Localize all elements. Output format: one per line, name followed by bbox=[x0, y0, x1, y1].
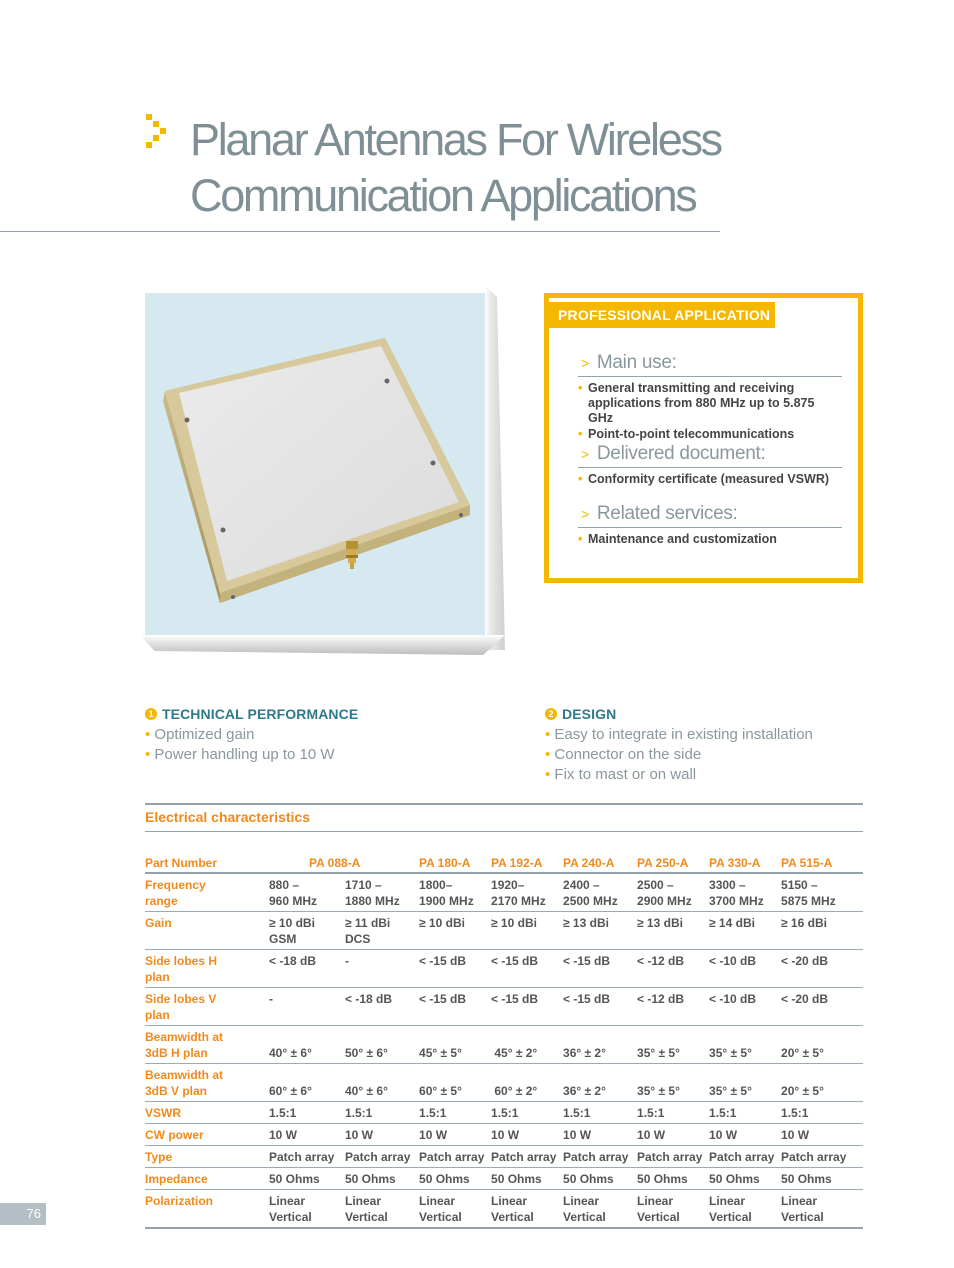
electrical-title-rule bbox=[145, 831, 863, 832]
screw-icon bbox=[431, 461, 436, 466]
table-cell bbox=[419, 950, 491, 988]
row-label: CW power bbox=[145, 1124, 269, 1146]
table-cell bbox=[709, 1168, 781, 1190]
cell-line: ≥ 13 dBi bbox=[563, 916, 609, 930]
table-cell bbox=[491, 950, 563, 988]
cell-line: ≥ 16 dBi bbox=[781, 916, 827, 930]
table-cell bbox=[419, 1190, 491, 1229]
cell-line: 5150 – bbox=[781, 878, 818, 892]
table-cell bbox=[709, 1124, 781, 1146]
cell-line: 1900 MHz bbox=[419, 894, 474, 908]
table-cell bbox=[419, 1124, 491, 1146]
cell-line: 36° ± 2° bbox=[563, 1084, 606, 1098]
table-cell bbox=[781, 1026, 863, 1064]
cell-line: 35° ± 5° bbox=[637, 1046, 680, 1060]
page-title-line-1: Planar Antennas For Wireless bbox=[190, 114, 721, 165]
main-use-section bbox=[578, 352, 842, 442]
cell-line: Patch array bbox=[781, 1150, 847, 1164]
table-cell bbox=[345, 1124, 419, 1146]
screw-icon bbox=[459, 513, 463, 517]
cell-line: < -10 dB bbox=[709, 954, 757, 968]
cell-line: Vertical bbox=[419, 1210, 462, 1224]
table-row bbox=[145, 1102, 863, 1124]
number-one-icon: 1 bbox=[145, 708, 157, 720]
cell-line: 1710 – bbox=[345, 878, 382, 892]
table-cell bbox=[637, 873, 709, 912]
title-divider bbox=[0, 231, 720, 232]
cell-line: < -15 dB bbox=[419, 992, 467, 1006]
table-cell bbox=[781, 950, 863, 988]
cell-line: 1.5:1 bbox=[269, 1106, 297, 1120]
page-title-line-2: Communication Applications bbox=[190, 170, 696, 221]
main-use-heading-text: Main use: bbox=[596, 352, 677, 373]
table-cell bbox=[419, 1102, 491, 1124]
table-cell bbox=[491, 1124, 563, 1146]
cell-line: 10 W bbox=[269, 1128, 298, 1142]
cell-line: 10 W bbox=[709, 1128, 738, 1142]
table-cell bbox=[709, 950, 781, 988]
cell-line: 10 W bbox=[781, 1128, 810, 1142]
cell-line: 40° ± 6° bbox=[269, 1046, 312, 1060]
technical-performance-section bbox=[145, 706, 465, 765]
table-cell bbox=[345, 912, 419, 950]
cell-line: Vertical bbox=[781, 1210, 824, 1224]
table-cell bbox=[491, 1168, 563, 1190]
cell-line: 880 – bbox=[269, 878, 300, 892]
cell-line: 1.5:1 bbox=[491, 1106, 519, 1120]
cell-line: 60° ± 6° bbox=[269, 1084, 312, 1098]
delivered-document-heading-text: Delivered document: bbox=[596, 443, 766, 464]
title-marker-icon bbox=[143, 114, 173, 158]
cell-line: 50 Ohms bbox=[563, 1172, 614, 1186]
table-cell bbox=[637, 988, 709, 1026]
row-label: Beamwidth at 3dB H plan bbox=[145, 1026, 269, 1064]
header-cell: Part Number bbox=[145, 852, 269, 873]
cell-line: 35° ± 5° bbox=[709, 1046, 752, 1060]
table-cell bbox=[709, 988, 781, 1026]
technical-performance-heading-text: TECHNICAL PERFORMANCE bbox=[162, 706, 359, 722]
cell-line: 10 W bbox=[345, 1128, 374, 1142]
row-label: Polarization bbox=[145, 1190, 269, 1229]
feature-item-text: Power handling up to 10 W bbox=[154, 746, 335, 763]
cell-line: DCS bbox=[345, 932, 371, 946]
table-cell bbox=[563, 1190, 637, 1229]
table-cell bbox=[419, 1064, 491, 1102]
cell-line: 45° ± 2° bbox=[491, 1046, 538, 1060]
table-cell bbox=[269, 1190, 345, 1229]
table-cell bbox=[419, 1026, 491, 1064]
cell-line: GSM bbox=[269, 932, 297, 946]
cell-line: < -18 dB bbox=[269, 954, 317, 968]
table-cell bbox=[563, 1064, 637, 1102]
cell-line: Vertical bbox=[269, 1210, 312, 1224]
cell-line: 20° ± 5° bbox=[781, 1046, 824, 1060]
feature-item: • Connector on the side bbox=[545, 746, 702, 763]
cell-line: 1920– bbox=[491, 878, 525, 892]
electrical-characteristics-title: Electrical characteristics bbox=[145, 809, 310, 825]
table-cell bbox=[491, 1102, 563, 1124]
cell-line: ≥ 13 dBi bbox=[637, 916, 683, 930]
cell-line: 2170 MHz bbox=[491, 894, 546, 908]
delivered-document-section bbox=[578, 443, 842, 487]
table-cell bbox=[637, 912, 709, 950]
cell-line: 10 W bbox=[491, 1128, 520, 1142]
cell-line: 50 Ohms bbox=[345, 1172, 396, 1186]
table-cell bbox=[781, 1190, 863, 1229]
cell-line: < -12 dB bbox=[637, 954, 685, 968]
table-cell bbox=[491, 912, 563, 950]
table-cell bbox=[637, 1102, 709, 1124]
table-row bbox=[145, 1190, 863, 1229]
table-cell bbox=[345, 873, 419, 912]
related-services-item-text: Maintenance and customization bbox=[588, 532, 777, 546]
cell-line: Patch array bbox=[269, 1150, 335, 1164]
table-cell bbox=[345, 950, 419, 988]
table-cell bbox=[781, 1102, 863, 1124]
electrical-top-rule bbox=[145, 803, 863, 805]
table-cell bbox=[345, 1190, 419, 1229]
header-cell: PA 515-A bbox=[781, 852, 863, 873]
table-cell bbox=[345, 1146, 419, 1168]
table-cell bbox=[419, 1168, 491, 1190]
cell-line: 1.5:1 bbox=[563, 1106, 591, 1120]
cell-line: < -20 dB bbox=[781, 992, 829, 1006]
cell-line: 2500 MHz bbox=[563, 894, 618, 908]
cell-line: 1880 MHz bbox=[345, 894, 400, 908]
table-cell bbox=[637, 1146, 709, 1168]
table-cell bbox=[709, 912, 781, 950]
table-cell bbox=[637, 1064, 709, 1102]
feature-item-text: Connector on the side bbox=[554, 746, 702, 763]
table-row bbox=[145, 1146, 863, 1168]
image-frame-shadow-bottom bbox=[140, 635, 505, 655]
feature-item: • Fix to mast or on wall bbox=[545, 766, 697, 783]
table-cell bbox=[563, 988, 637, 1026]
main-use-item-text: Point-to-point telecommunications bbox=[588, 427, 795, 441]
cell-line: < -18 dB bbox=[345, 992, 393, 1006]
table-cell bbox=[345, 1026, 419, 1064]
row-label: Frequency range bbox=[145, 873, 269, 912]
cell-line: 50 Ohms bbox=[781, 1172, 832, 1186]
cell-line: ≥ 14 dBi bbox=[709, 916, 755, 930]
table-cell bbox=[563, 1146, 637, 1168]
cell-line: Linear bbox=[709, 1194, 746, 1208]
header-cell: PA 088-A bbox=[269, 852, 419, 873]
cell-line: Patch array bbox=[563, 1150, 629, 1164]
table-cell bbox=[709, 1102, 781, 1124]
table-cell bbox=[781, 1146, 863, 1168]
cell-line: - bbox=[269, 992, 273, 1006]
row-label: Side lobes V plan bbox=[145, 988, 269, 1026]
table-cell bbox=[491, 1064, 563, 1102]
table-cell bbox=[709, 1190, 781, 1229]
feature-item: • Easy to integrate in existing installation bbox=[545, 726, 813, 743]
cell-line: Linear bbox=[637, 1194, 674, 1208]
cell-line: < -15 dB bbox=[491, 954, 539, 968]
row-label: VSWR bbox=[145, 1102, 269, 1124]
table-cell bbox=[269, 1146, 345, 1168]
table-cell bbox=[637, 1026, 709, 1064]
cell-line: 36° ± 2° bbox=[563, 1046, 606, 1060]
cell-line: Vertical bbox=[345, 1210, 388, 1224]
table-cell bbox=[491, 1190, 563, 1229]
feature-item-text: Fix to mast or on wall bbox=[554, 766, 697, 783]
table-row bbox=[145, 1124, 863, 1146]
planar-antenna-image bbox=[145, 293, 485, 635]
header-cell: PA 330-A bbox=[709, 852, 781, 873]
design-heading bbox=[545, 706, 865, 722]
table-cell bbox=[491, 1146, 563, 1168]
cell-line: 35° ± 5° bbox=[637, 1084, 680, 1098]
table-cell bbox=[269, 1124, 345, 1146]
main-use-item: • Point-to-point telecommunications bbox=[578, 427, 795, 441]
table-cell bbox=[781, 988, 863, 1026]
main-use-item: • General transmitting and receiving applications from 880 MHz up to 5.875 GHz bbox=[578, 381, 815, 425]
table-cell bbox=[709, 873, 781, 912]
table-cell bbox=[563, 1124, 637, 1146]
table-cell bbox=[563, 1026, 637, 1064]
table-cell bbox=[419, 1146, 491, 1168]
cell-line: Patch array bbox=[419, 1150, 485, 1164]
cell-line: 50 Ohms bbox=[637, 1172, 688, 1186]
table-cell bbox=[269, 1168, 345, 1190]
cell-line: Vertical bbox=[563, 1210, 606, 1224]
table-cell bbox=[345, 1168, 419, 1190]
table-row bbox=[145, 988, 863, 1026]
cell-line: 2400 – bbox=[563, 878, 600, 892]
table-cell bbox=[637, 1190, 709, 1229]
cell-line: 1.5:1 bbox=[345, 1106, 373, 1120]
row-label: Beamwidth at 3dB V plan bbox=[145, 1064, 269, 1102]
cell-line: ≥ 11 dBi bbox=[345, 916, 391, 930]
screw-icon bbox=[221, 528, 226, 533]
technical-performance-heading bbox=[145, 706, 465, 722]
table-cell bbox=[637, 950, 709, 988]
cell-line: Vertical bbox=[491, 1210, 534, 1224]
delivered-document-item-text: Conformity certificate (measured VSWR) bbox=[588, 472, 830, 486]
page-number: 76 bbox=[0, 1203, 46, 1225]
cell-line: 50° ± 6° bbox=[345, 1046, 388, 1060]
feature-item: • Optimized gain bbox=[145, 726, 255, 743]
related-services-heading bbox=[578, 503, 842, 528]
cell-line: Patch array bbox=[491, 1150, 557, 1164]
delivered-document-item: • Conformity certificate (measured VSWR) bbox=[578, 472, 830, 486]
table-cell bbox=[269, 988, 345, 1026]
chevron-right-icon: > bbox=[581, 446, 589, 462]
cell-line: Linear bbox=[781, 1194, 818, 1208]
cell-line: 50 Ohms bbox=[491, 1172, 542, 1186]
cell-line: < -15 dB bbox=[563, 954, 611, 968]
feature-item-text: Optimized gain bbox=[154, 726, 255, 743]
table-cell bbox=[419, 873, 491, 912]
sma-connector-icon bbox=[346, 541, 358, 569]
cell-line: 1800– bbox=[419, 878, 453, 892]
number-two-icon: 2 bbox=[545, 708, 557, 720]
cell-line: 10 W bbox=[637, 1128, 666, 1142]
table-cell bbox=[709, 1146, 781, 1168]
table-cell bbox=[269, 950, 345, 988]
cell-line: 3700 MHz bbox=[709, 894, 764, 908]
table-cell bbox=[491, 873, 563, 912]
cell-line: 20° ± 5° bbox=[781, 1084, 824, 1098]
cell-line: 5875 MHz bbox=[781, 894, 836, 908]
cell-line: 2500 – bbox=[637, 878, 674, 892]
related-services-section bbox=[578, 503, 842, 547]
cell-line: Linear bbox=[419, 1194, 456, 1208]
screw-icon bbox=[385, 379, 390, 384]
chevron-right-icon: > bbox=[581, 506, 589, 522]
cell-line: Linear bbox=[491, 1194, 528, 1208]
cell-line: 60° ± 2° bbox=[491, 1084, 538, 1098]
cell-line: 960 MHz bbox=[269, 894, 318, 908]
cell-line: Linear bbox=[563, 1194, 600, 1208]
chevron-right-icon: > bbox=[581, 355, 589, 371]
table-cell bbox=[345, 988, 419, 1026]
electrical-characteristics-table bbox=[145, 852, 863, 1229]
table-cell bbox=[491, 988, 563, 1026]
cell-line: < -12 dB bbox=[637, 992, 685, 1006]
table-cell bbox=[709, 1064, 781, 1102]
main-use-item-text: General transmitting and receiving applications from 880 MHz up to 5.875 GHz bbox=[588, 381, 815, 425]
table-cell bbox=[563, 873, 637, 912]
cell-line: Patch array bbox=[637, 1150, 703, 1164]
table-cell bbox=[419, 988, 491, 1026]
header-cell: PA 250-A bbox=[637, 852, 709, 873]
cell-line: ≥ 10 dBi bbox=[419, 916, 465, 930]
cell-line: ≥ 10 dBi bbox=[491, 916, 537, 930]
cell-line: 3300 – bbox=[709, 878, 746, 892]
header-cell: PA 180-A bbox=[419, 852, 491, 873]
cell-line: 10 W bbox=[563, 1128, 592, 1142]
cell-line: 35° ± 5° bbox=[709, 1084, 752, 1098]
table-cell bbox=[269, 1026, 345, 1064]
table-cell bbox=[781, 873, 863, 912]
cell-line: 2900 MHz bbox=[637, 894, 692, 908]
header-cell: PA 192-A bbox=[491, 852, 563, 873]
table-row bbox=[145, 1064, 863, 1102]
row-label: Gain bbox=[145, 912, 269, 950]
screw-icon bbox=[231, 595, 235, 599]
row-label: Impedance bbox=[145, 1168, 269, 1190]
table-cell bbox=[563, 950, 637, 988]
cell-line: 1.5:1 bbox=[637, 1106, 665, 1120]
cell-line: Linear bbox=[345, 1194, 382, 1208]
cell-line: ≥ 10 dBi bbox=[269, 916, 315, 930]
table-cell bbox=[781, 1064, 863, 1102]
table-cell bbox=[781, 1124, 863, 1146]
table-cell bbox=[709, 1026, 781, 1064]
cell-line: 1.5:1 bbox=[419, 1106, 447, 1120]
main-use-heading bbox=[578, 352, 842, 377]
row-label: Side lobes H plan bbox=[145, 950, 269, 988]
feature-item-text: Easy to integrate in existing installation bbox=[554, 726, 813, 743]
cell-line: 50 Ohms bbox=[709, 1172, 760, 1186]
table-cell bbox=[419, 912, 491, 950]
table-cell bbox=[637, 1168, 709, 1190]
cell-line: Patch array bbox=[345, 1150, 411, 1164]
table-row bbox=[145, 1026, 863, 1064]
cell-line: Linear bbox=[269, 1194, 306, 1208]
table-row bbox=[145, 950, 863, 988]
table-cell bbox=[345, 1064, 419, 1102]
table-cell bbox=[269, 1102, 345, 1124]
cell-line: 10 W bbox=[419, 1128, 448, 1142]
delivered-document-heading bbox=[578, 443, 842, 468]
cell-line: < -20 dB bbox=[781, 954, 829, 968]
cell-line: < -15 dB bbox=[491, 992, 539, 1006]
table-row bbox=[145, 1168, 863, 1190]
cell-line: < -15 dB bbox=[563, 992, 611, 1006]
feature-item: • Power handling up to 10 W bbox=[145, 746, 335, 763]
cell-line: 60° ± 5° bbox=[419, 1084, 462, 1098]
design-heading-text: DESIGN bbox=[562, 706, 617, 722]
table-cell bbox=[491, 1026, 563, 1064]
page-title bbox=[190, 112, 721, 224]
cell-line: Vertical bbox=[709, 1210, 752, 1224]
table-row bbox=[145, 873, 863, 912]
table-cell bbox=[781, 912, 863, 950]
table-cell bbox=[563, 1168, 637, 1190]
design-section bbox=[545, 706, 865, 785]
related-services-item: • Maintenance and customization bbox=[578, 532, 777, 546]
table-cell bbox=[563, 1102, 637, 1124]
row-label: Type bbox=[145, 1146, 269, 1168]
header-cell: PA 240-A bbox=[563, 852, 637, 873]
table-cell bbox=[563, 912, 637, 950]
professional-application-tab: PROFESSIONAL APPLICATION bbox=[549, 302, 775, 328]
screw-icon bbox=[185, 418, 190, 423]
table-cell bbox=[781, 1168, 863, 1190]
cell-line: < -15 dB bbox=[419, 954, 467, 968]
cell-line: 40° ± 6° bbox=[345, 1084, 388, 1098]
cell-line: 50 Ohms bbox=[269, 1172, 320, 1186]
table-cell bbox=[269, 912, 345, 950]
cell-line: 45° ± 5° bbox=[419, 1046, 462, 1060]
cell-line: < -10 dB bbox=[709, 992, 757, 1006]
cell-line: 50 Ohms bbox=[419, 1172, 470, 1186]
table-cell bbox=[269, 1064, 345, 1102]
cell-line: Vertical bbox=[637, 1210, 680, 1224]
table-cell bbox=[637, 1124, 709, 1146]
image-frame-shadow-right bbox=[485, 286, 505, 650]
cell-line: 1.5:1 bbox=[781, 1106, 809, 1120]
cell-line: 1.5:1 bbox=[709, 1106, 737, 1120]
table-row bbox=[145, 912, 863, 950]
table-header-row bbox=[145, 852, 863, 873]
cell-line: - bbox=[345, 954, 349, 968]
table-cell bbox=[269, 873, 345, 912]
related-services-heading-text: Related services: bbox=[596, 503, 738, 524]
table-cell bbox=[345, 1102, 419, 1124]
cell-line: Patch array bbox=[709, 1150, 775, 1164]
